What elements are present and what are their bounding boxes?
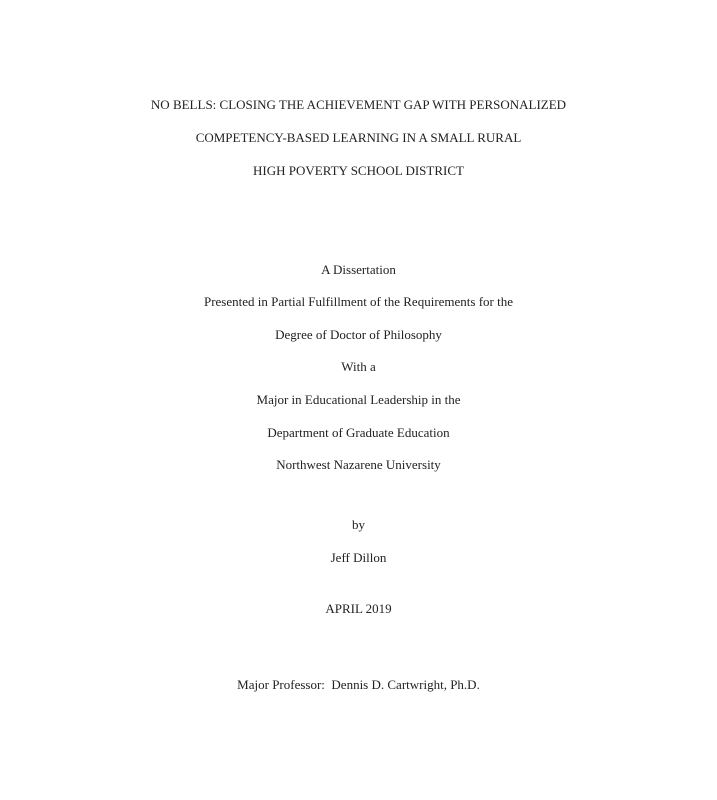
title-line: COMPETENCY-BASED LEARNING IN A SMALL RURAL <box>195 130 522 145</box>
statement-line: A Dissertation <box>321 262 396 277</box>
statement-line: Major in Educational Leadership in the <box>256 392 461 407</box>
statement-line: With a <box>341 359 376 374</box>
statement-line: Northwest Nazarene University <box>276 457 441 472</box>
date: APRIL 2019 <box>325 601 392 616</box>
major-professor: Major Professor: Dennis D. Cartwright, Ph.D. <box>237 677 480 692</box>
statement-line: Department of Graduate Education <box>267 425 450 440</box>
statement-line: Presented in Partial Fulfillment of the Requirements for the <box>203 294 514 309</box>
title-line: HIGH POVERTY SCHOOL DISTRICT <box>253 163 464 178</box>
author-name: Jeff Dillon <box>330 550 387 565</box>
title-line: NO BELLS: CLOSING THE ACHIEVEMENT GAP WITH PERSONALIZED <box>150 97 567 112</box>
by-label: by <box>352 517 365 532</box>
statement-line: Degree of Doctor of Philosophy <box>275 327 442 342</box>
